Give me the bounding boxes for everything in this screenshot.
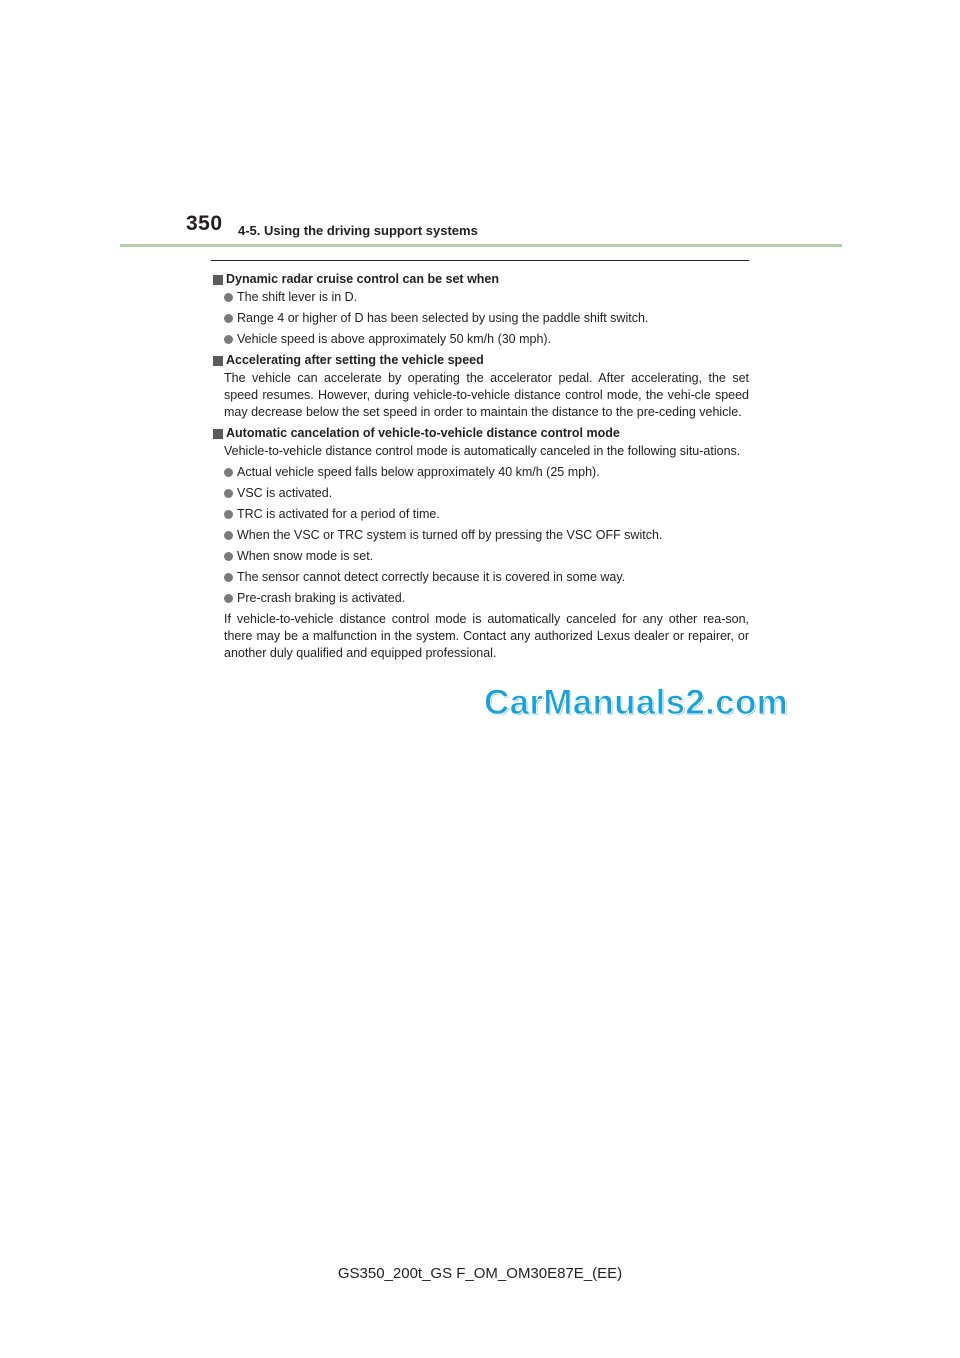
list-item: Vehicle speed is above approximately 50 km/h (30 mph). xyxy=(224,331,749,348)
round-bullet-icon xyxy=(224,468,233,477)
paragraph: Vehicle-to-vehicle distance control mode is automatically canceled in the following situ-ations. xyxy=(224,444,741,458)
round-bullet-icon xyxy=(224,293,233,302)
round-bullet-icon xyxy=(224,594,233,603)
list-item: Pre-crash braking is activated. xyxy=(224,590,749,607)
round-bullet-icon xyxy=(224,335,233,344)
list-item: When the VSC or TRC system is turned off by pressing the VSC OFF switch. xyxy=(224,527,749,544)
list-item: The shift lever is in D. xyxy=(224,289,749,306)
page-content xyxy=(211,268,749,666)
paragraph: The vehicle can accelerate by operating the accelerator pedal. After accelerating, the set speed resumes. However, during vehicle-to-vehicle distance control mode, the vehi-cle speed may decrease below the set speed in order to maintain the distance to the pre-ceding vehicle. xyxy=(224,371,749,419)
list-item: Actual vehicle speed falls below approximately 40 km/h (25 mph). xyxy=(224,464,749,481)
round-bullet-icon xyxy=(224,510,233,519)
document-code: GS350_200t_GS F_OM_OM30E87E_(EE) xyxy=(337,1265,623,1282)
square-bullet-icon xyxy=(213,429,223,439)
section-heading: Accelerating after setting the vehicle speed xyxy=(211,352,749,369)
round-bullet-icon xyxy=(224,531,233,540)
round-bullet-icon xyxy=(224,552,233,561)
round-bullet-icon xyxy=(224,489,233,498)
closing-paragraph: If vehicle-to-vehicle distance control mode is automatically canceled for any other rea-son, there may be a malfunction in the system. Contact any authorized Lexus dealer or repairer, or another duly qualified and equipped professional. xyxy=(224,612,749,660)
section-heading: Dynamic radar cruise control can be set when xyxy=(211,271,749,288)
watermark-logo[interactable]: CarManuals2.com xyxy=(484,683,789,722)
page-header xyxy=(0,0,960,250)
round-bullet-icon xyxy=(224,314,233,323)
list-item: When snow mode is set. xyxy=(224,548,749,565)
list-item: Range 4 or higher of D has been selected by using the paddle shift switch. xyxy=(224,310,749,327)
square-bullet-icon xyxy=(213,356,223,366)
content-divider xyxy=(211,260,749,261)
section-title: 4-5. Using the driving support systems xyxy=(238,223,478,238)
page-number: 350 xyxy=(186,212,223,235)
square-bullet-icon xyxy=(213,275,223,285)
section-heading: Automatic cancelation of vehicle-to-vehicle distance control mode xyxy=(211,425,749,442)
list-item: VSC is activated. xyxy=(224,485,749,502)
list-item: TRC is activated for a period of time. xyxy=(224,506,749,523)
header-rule xyxy=(120,244,842,247)
list-item: The sensor cannot detect correctly because it is covered in some way. xyxy=(224,569,749,586)
round-bullet-icon xyxy=(224,573,233,582)
